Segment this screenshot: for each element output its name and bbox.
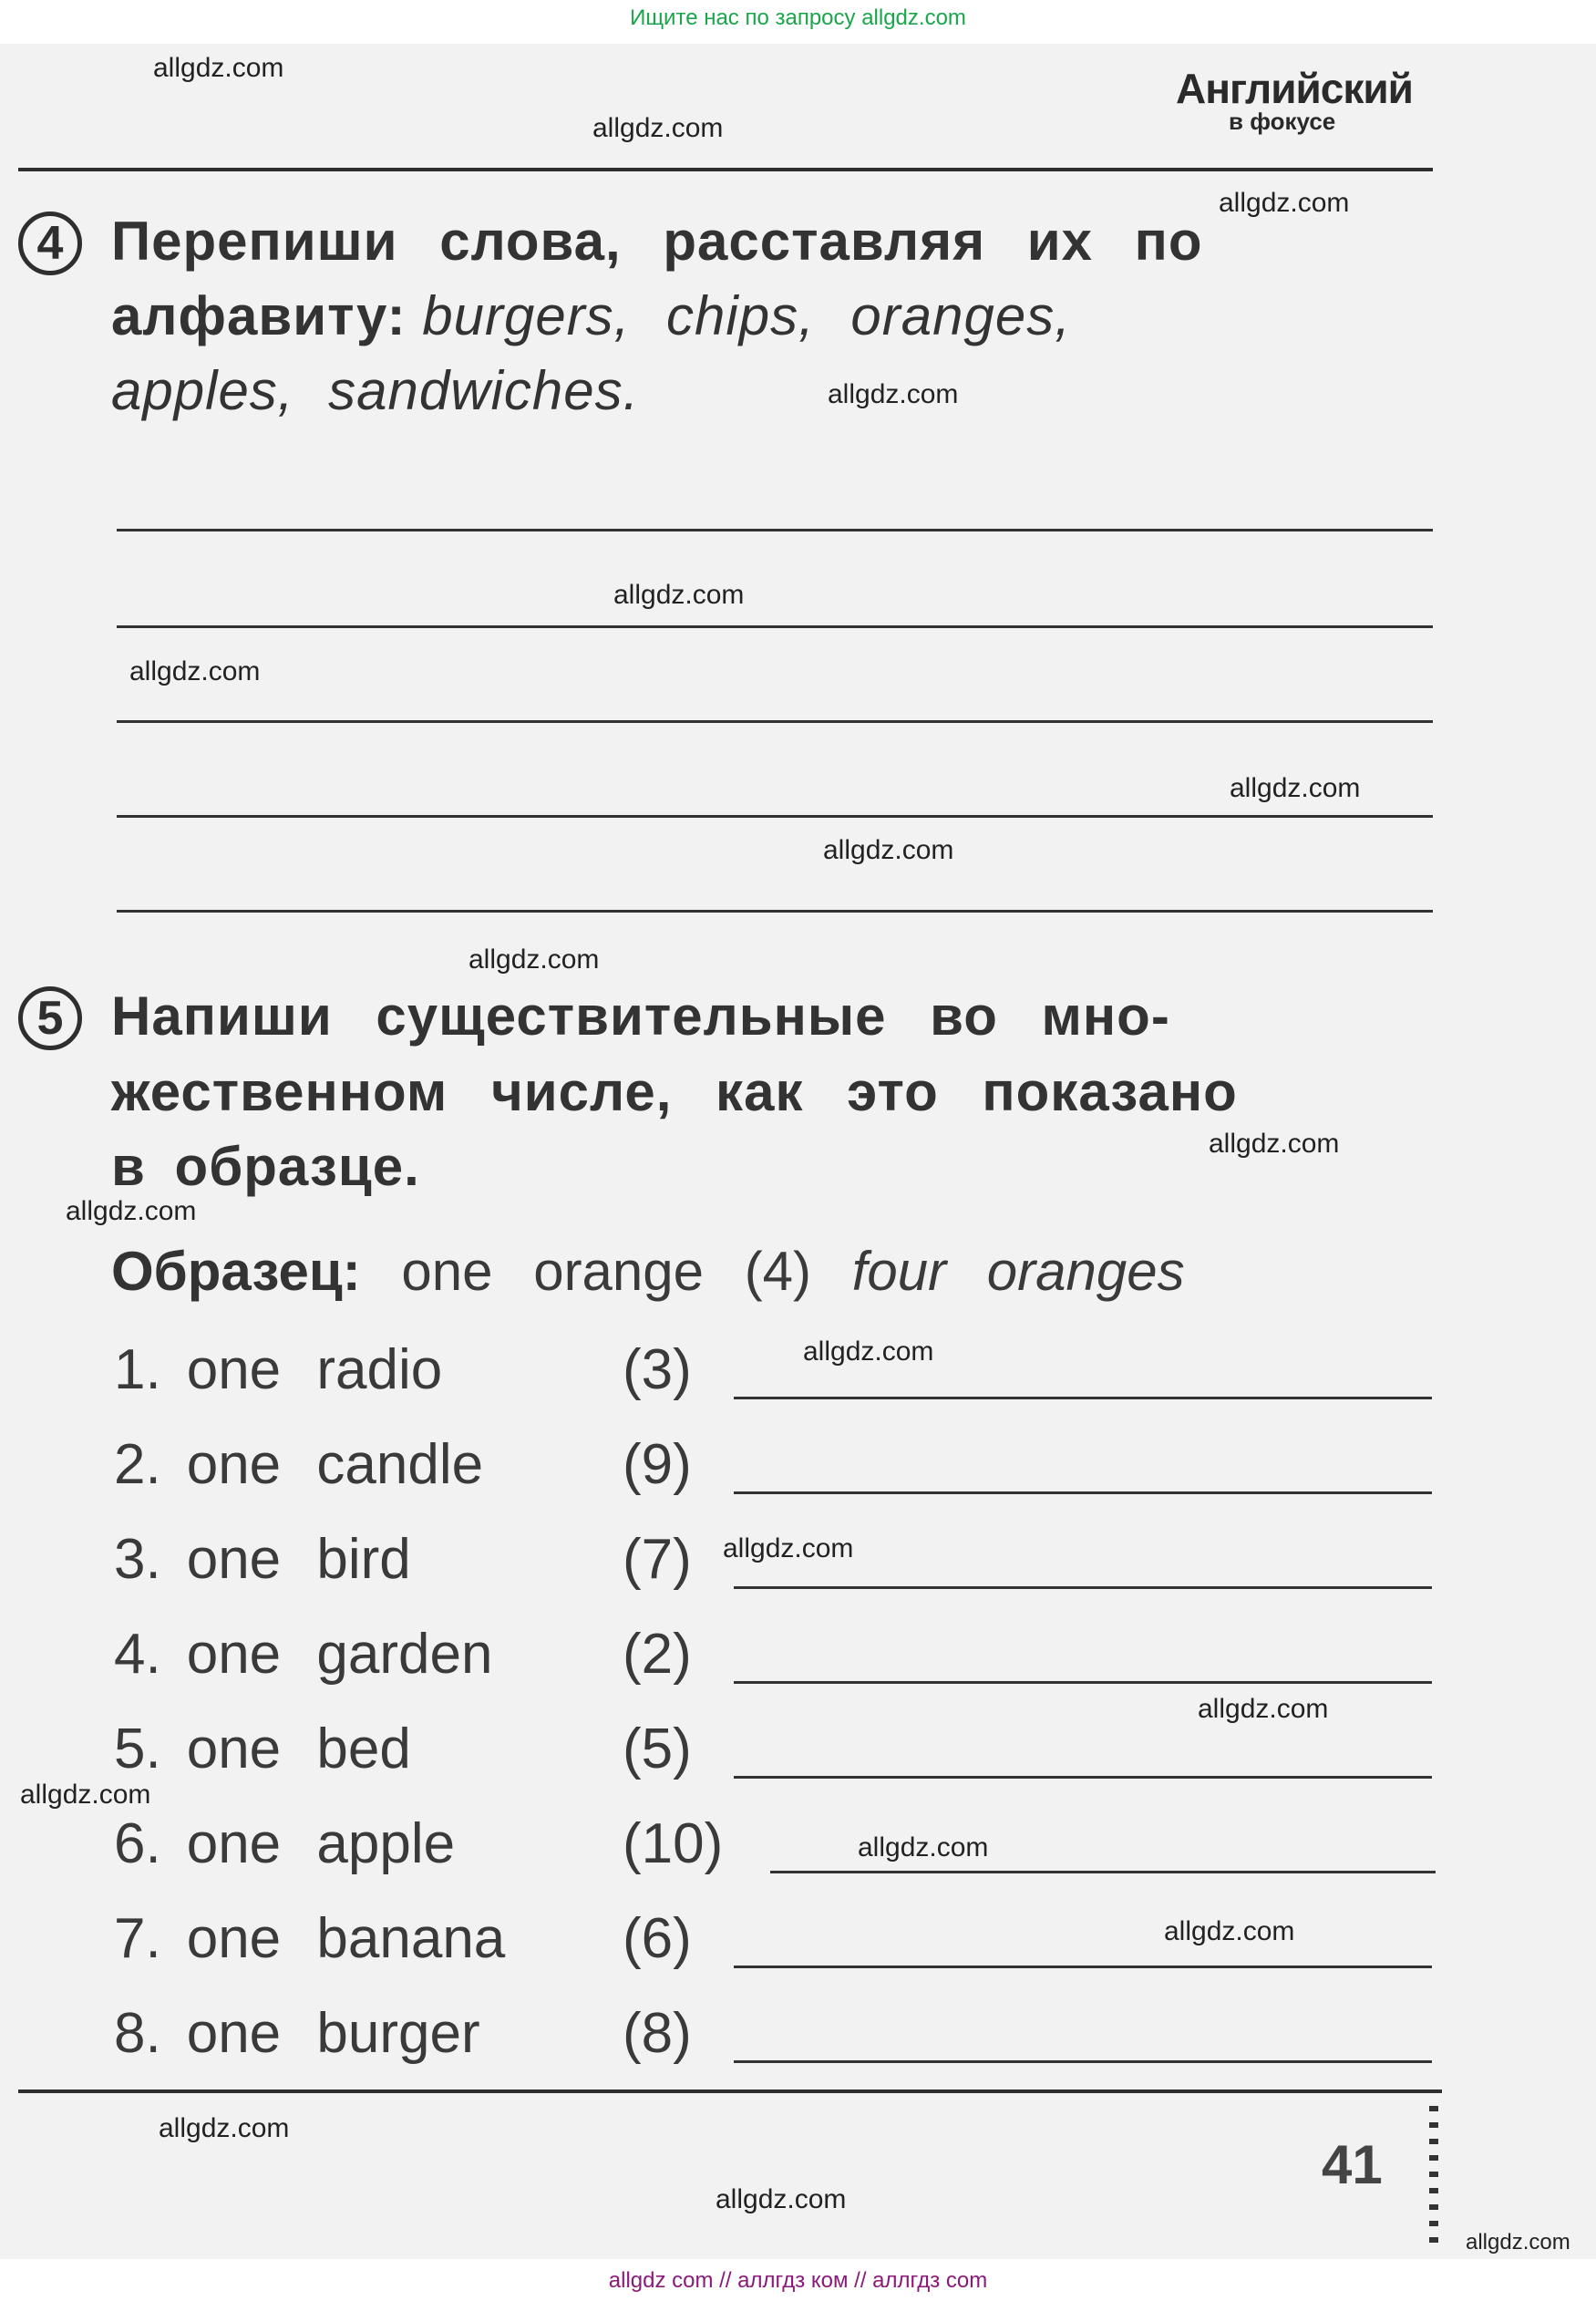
task-4-label: алфавиту: (111, 285, 407, 346)
list-item: 5. one bed (114, 1718, 411, 1780)
list-item: 2. one candle (114, 1433, 484, 1496)
watermark: allgdz.com (823, 835, 954, 865)
item-answer-line[interactable] (734, 1776, 1432, 1779)
item-answer-line[interactable] (734, 1586, 1432, 1589)
item-answer-line[interactable] (734, 2060, 1432, 2063)
item-count: (8) (623, 2002, 692, 2065)
list-item: 8. one burger (114, 2002, 480, 2065)
bottom-banner[interactable]: allgdz com // аллгдз ком // аллгдз com (608, 2268, 988, 2293)
item-answer-line[interactable] (734, 1681, 1432, 1684)
item-count: (2) (623, 1623, 692, 1686)
item-count: (3) (623, 1338, 692, 1401)
task-4-line-2 (111, 284, 1071, 347)
sample-row (111, 1240, 1185, 1303)
item-answer-line[interactable] (770, 1871, 1436, 1873)
list-item: 7. one banana (114, 1907, 506, 1970)
sample-text: one orange (4) (401, 1241, 812, 1302)
watermark: allgdz.com (858, 1832, 989, 1862)
item-answer-line[interactable] (734, 1397, 1432, 1399)
watermark: allgdz.com (1466, 2230, 1570, 2255)
watermark: allgdz.com (803, 1336, 934, 1367)
publisher-logo (1176, 64, 1413, 151)
list-item: 6. one apple (114, 1812, 456, 1875)
list-item: 4. one garden (114, 1623, 493, 1686)
list-item: 1. one radio (114, 1338, 443, 1401)
watermark: allgdz.com (592, 113, 724, 143)
watermark: allgdz.com (20, 1780, 151, 1810)
watermark: allgdz.com (129, 656, 261, 686)
watermark: allgdz.com (159, 2113, 290, 2143)
task-5-line-3: в образце. (111, 1136, 420, 1197)
watermark: allgdz.com (716, 2184, 847, 2214)
sample-label: Образец: (111, 1241, 361, 1302)
item-answer-line[interactable] (734, 1491, 1432, 1494)
item-count: (9) (623, 1433, 692, 1496)
watermark: allgdz.com (1164, 1916, 1295, 1946)
task-4-words-b: apples, sandwiches. (111, 360, 640, 421)
task-4-line-1: Перепиши слова, расставляя их по (111, 211, 1203, 272)
watermark: allgdz.com (723, 1533, 854, 1563)
logo-subtitle: в фокусе (1229, 108, 1336, 135)
logo-title: Английский (1176, 65, 1413, 112)
watermark: allgdz.com (153, 53, 284, 83)
sample-answer: four oranges (851, 1241, 1185, 1302)
task-4-answer-line-2[interactable] (117, 625, 1433, 628)
task-4-number: 4 (18, 212, 82, 275)
watermark: allgdz.com (66, 1196, 197, 1226)
header-rule (18, 168, 1433, 171)
dotted-margin (1429, 2106, 1438, 2243)
task-4-answer-line-1[interactable] (117, 529, 1433, 531)
task-4-answer-line-3[interactable] (117, 720, 1433, 723)
item-count: (10) (623, 1812, 724, 1875)
task-4-answer-line-4[interactable] (117, 815, 1433, 818)
task-5-line-1: Напиши существительные во мно- (111, 985, 1170, 1047)
watermark: allgdz.com (469, 944, 600, 975)
watermark: allgdz.com (613, 580, 745, 610)
task-4-words-a: burgers, chips, oranges, (422, 285, 1071, 346)
watermark: allgdz.com (828, 379, 959, 409)
watermark: allgdz.com (1219, 188, 1350, 218)
top-banner[interactable]: Ищите нас по запросу allgdz.com (630, 5, 966, 30)
item-answer-line[interactable] (734, 1966, 1432, 1968)
item-count: (7) (623, 1528, 692, 1591)
watermark: allgdz.com (1209, 1129, 1340, 1159)
task-5-number: 5 (18, 986, 82, 1050)
task-5-line-2: жественном числе, как это показано (111, 1061, 1238, 1122)
item-count: (5) (623, 1718, 692, 1780)
item-count: (6) (623, 1907, 692, 1970)
page-number: 41 (1322, 2134, 1383, 2195)
watermark: allgdz.com (1230, 773, 1361, 803)
footer-rule (18, 2089, 1442, 2093)
task-4-answer-line-5[interactable] (117, 910, 1433, 913)
list-item: 3. one bird (114, 1528, 411, 1591)
watermark: allgdz.com (1198, 1694, 1329, 1724)
